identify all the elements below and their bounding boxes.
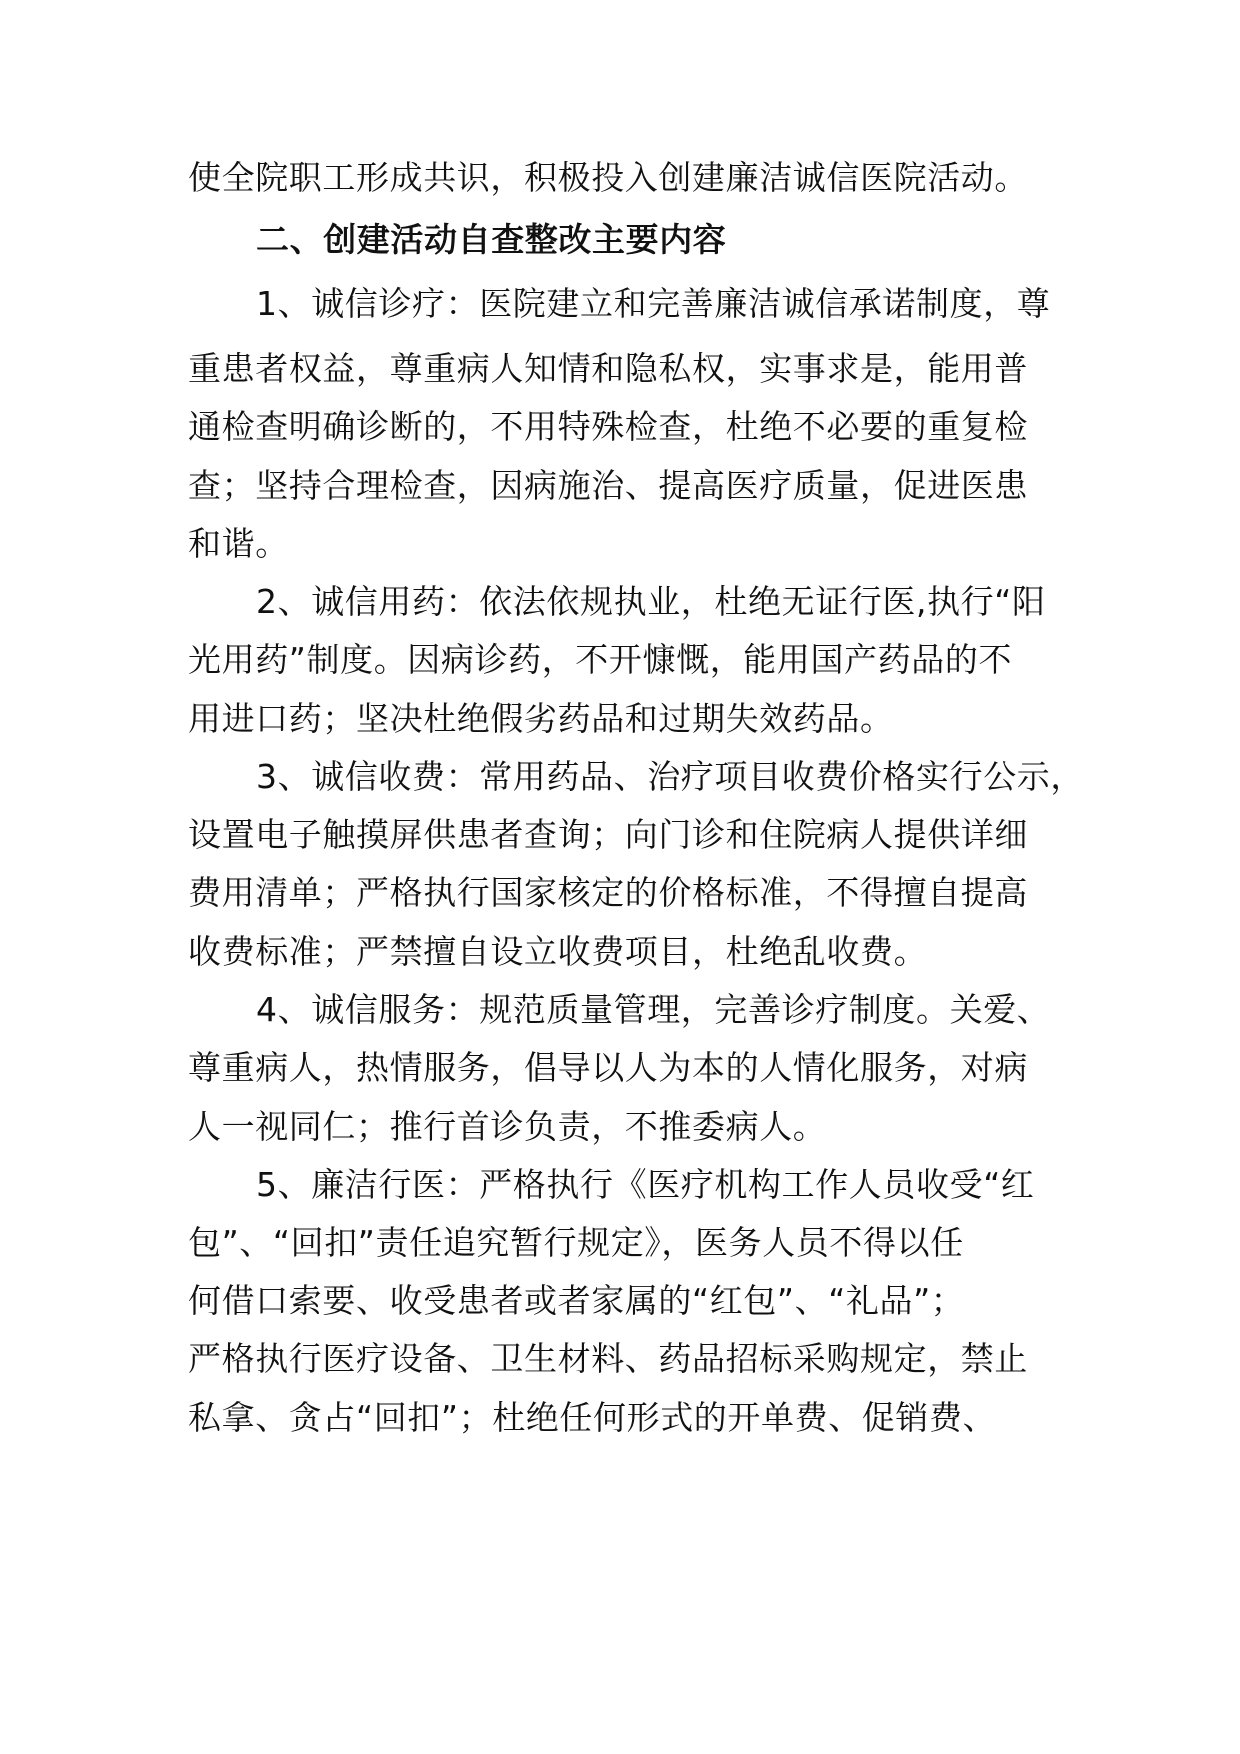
text-line: 用进口药；坚决杜绝假劣药品和过期失效药品。 <box>188 699 894 738</box>
text-line: 和谐。 <box>188 524 289 563</box>
text-line: 严格执行医疗设备、卫生材料、药品招标采购规定，禁止 <box>188 1339 1028 1378</box>
text-line: 5、廉洁行医：严格执行《医疗机构工作人员收受“红 <box>256 1165 1035 1204</box>
text-line: 何借口索要、收受患者或者家属的“红包”、“礼品”； <box>188 1281 965 1320</box>
text-line: 光用药”制度。因病诊药，不开慷慨，能用国产药品的不 <box>188 640 1013 679</box>
text-line: 3、诚信收费：常用药品、治疗项目收费价格实行公示， <box>256 757 1084 796</box>
text-line: 设置电子触摸屏供患者查询；向门诊和住院病人提供详细 <box>188 815 1028 854</box>
text-line: 使全院职工形成共识，积极投入创建廉洁诚信医院活动。 <box>188 158 1028 197</box>
text-line: 尊重病人，热情服务，倡导以人为本的人情化服务，对病 <box>188 1048 1028 1087</box>
text-line: 重患者权益，尊重病人知情和隐私权，实事求是，能用普 <box>188 349 1028 388</box>
text-line: 私拿、贪占“回扣”；杜绝任何形式的开单费、促销费、 <box>188 1398 997 1437</box>
text-line: 费用清单；严格执行国家核定的价格标准，不得擅自提高 <box>188 873 1028 912</box>
text-line: 人一视同仁；推行首诊负责，不推委病人。 <box>188 1107 827 1146</box>
section-heading: 二、创建活动自查整改主要内容 <box>256 220 727 259</box>
text-line: 2、诚信用药：依法依规执业，杜绝无证行医,执行“阳 <box>256 582 1046 621</box>
text-line: 查；坚持合理检查，因病施治、提高医疗质量，促进医患 <box>188 466 1028 505</box>
text-line: 4、诚信服务：规范质量管理，完善诊疗制度。关爱、 <box>256 990 1051 1029</box>
text-line: 1、诚信诊疗：医院建立和完善廉洁诚信承诺制度，尊 <box>256 284 1051 323</box>
text-line: 收费标准；严禁擅自设立收费项目，杜绝乱收费。 <box>188 932 928 971</box>
text-line: 通检查明确诊断的，不用特殊检查，杜绝不必要的重复检 <box>188 407 1028 446</box>
text-line: 包”、“回扣”责任追究暂行规定》，医务人员不得以任 <box>188 1223 964 1262</box>
